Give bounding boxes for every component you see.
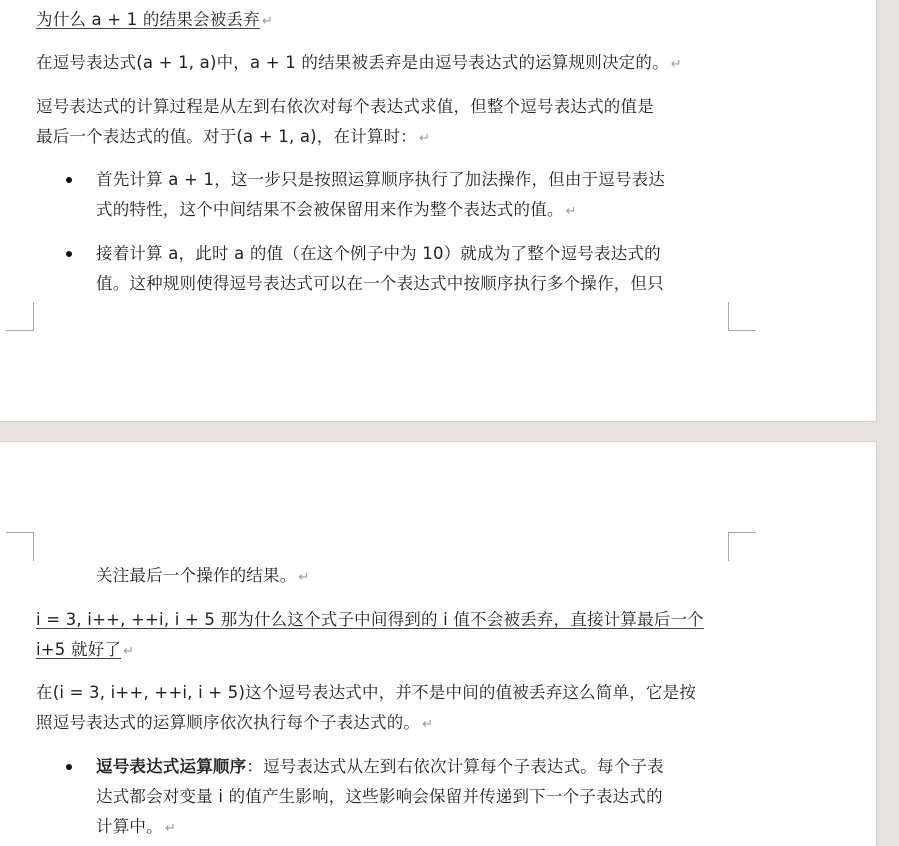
bullet-line: 式的特性，这个中间结果不会被保留用来作为整个表达式的值。 ↵	[96, 200, 577, 219]
paragraph-mark-icon: ↵	[298, 570, 310, 585]
crop-mark-bottom-right	[728, 302, 756, 331]
bullet-item-2[interactable]	[96, 239, 726, 299]
body-paragraph-2[interactable]	[36, 92, 726, 154]
heading-text: 为什么 a + 1 的结果会被丢弃	[36, 10, 260, 29]
paragraph-mark-icon: ↵	[565, 204, 577, 219]
paragraph-line: 照逗号表达式的运算顺序依次执行每个子表达式的。 ↵	[36, 713, 434, 732]
continued-paragraph[interactable]	[96, 561, 786, 593]
crop-mark-bottom-left	[6, 302, 34, 331]
question-line: i+5 就好了 ↵	[36, 640, 135, 659]
paragraph-mark-icon: ↵	[261, 14, 273, 29]
bullet-line: 达式都会对变量 i 的值产生影响，这些影响会保留并传递到下一个子表达式的	[96, 787, 663, 806]
bullet-item-1[interactable]	[96, 165, 726, 227]
crop-mark-top-right	[728, 532, 756, 561]
document-page-2	[0, 441, 877, 846]
bullet-item-order[interactable]	[96, 752, 726, 844]
paragraph-line: 最后一个表达式的值。对于(a + 1, a)，在计算时： ↵	[36, 127, 431, 146]
paragraph-mark-icon: ↵	[422, 717, 434, 732]
paragraph-mark-icon: ↵	[164, 821, 176, 836]
bullet-line: 接着计算 a，此时 a 的值（在这个例子中为 10）就成为了整个逗号表达式的	[96, 244, 661, 263]
paragraph-mark-icon: ↵	[123, 644, 135, 659]
body-paragraph-1[interactable]	[36, 48, 726, 80]
document-page-1	[0, 0, 877, 422]
paragraph-text: 在逗号表达式(a + 1, a)中，a + 1 的结果被丢弃是由逗号表达式的运算规则决定的。	[36, 53, 669, 72]
bullet-line: 计算中。 ↵	[96, 817, 176, 836]
paragraph-line: 在(i = 3, i++, ++i, i + 5)这个逗号表达式中，并不是中间的值被丢弃这么简单，它是按	[36, 683, 697, 702]
answer-paragraph[interactable]	[36, 678, 726, 740]
heading-paragraph[interactable]	[36, 5, 726, 37]
bullet-line: 值。这种规则使得逗号表达式可以在一个表达式中按顺序执行多个操作，但只	[96, 274, 664, 293]
crop-mark-top-left	[6, 532, 34, 561]
question-line: i = 3, i++, ++i, i + 5 那为什么这个式子中间得到的 i 值不会被丢弃，直接计算最后一个	[36, 610, 704, 629]
question-paragraph[interactable]	[36, 605, 726, 667]
paragraph-mark-icon: ↵	[670, 57, 682, 72]
bullet-line: 逗号表达式运算顺序：逗号表达式从左到右依次计算每个子表达式。每个子表	[96, 757, 664, 776]
bullet-bold-term: 逗号表达式运算顺序	[96, 757, 247, 776]
paragraph-line: 逗号表达式的计算过程是从左到右依次对每个表达式求值，但整个逗号表达式的值是	[36, 97, 654, 116]
paragraph-mark-icon: ↵	[419, 131, 431, 146]
paragraph-text: 关注最后一个操作的结果。	[96, 566, 297, 585]
bullet-line: 首先计算 a + 1，这一步只是按照运算顺序执行了加法操作，但由于逗号表达	[96, 170, 666, 189]
